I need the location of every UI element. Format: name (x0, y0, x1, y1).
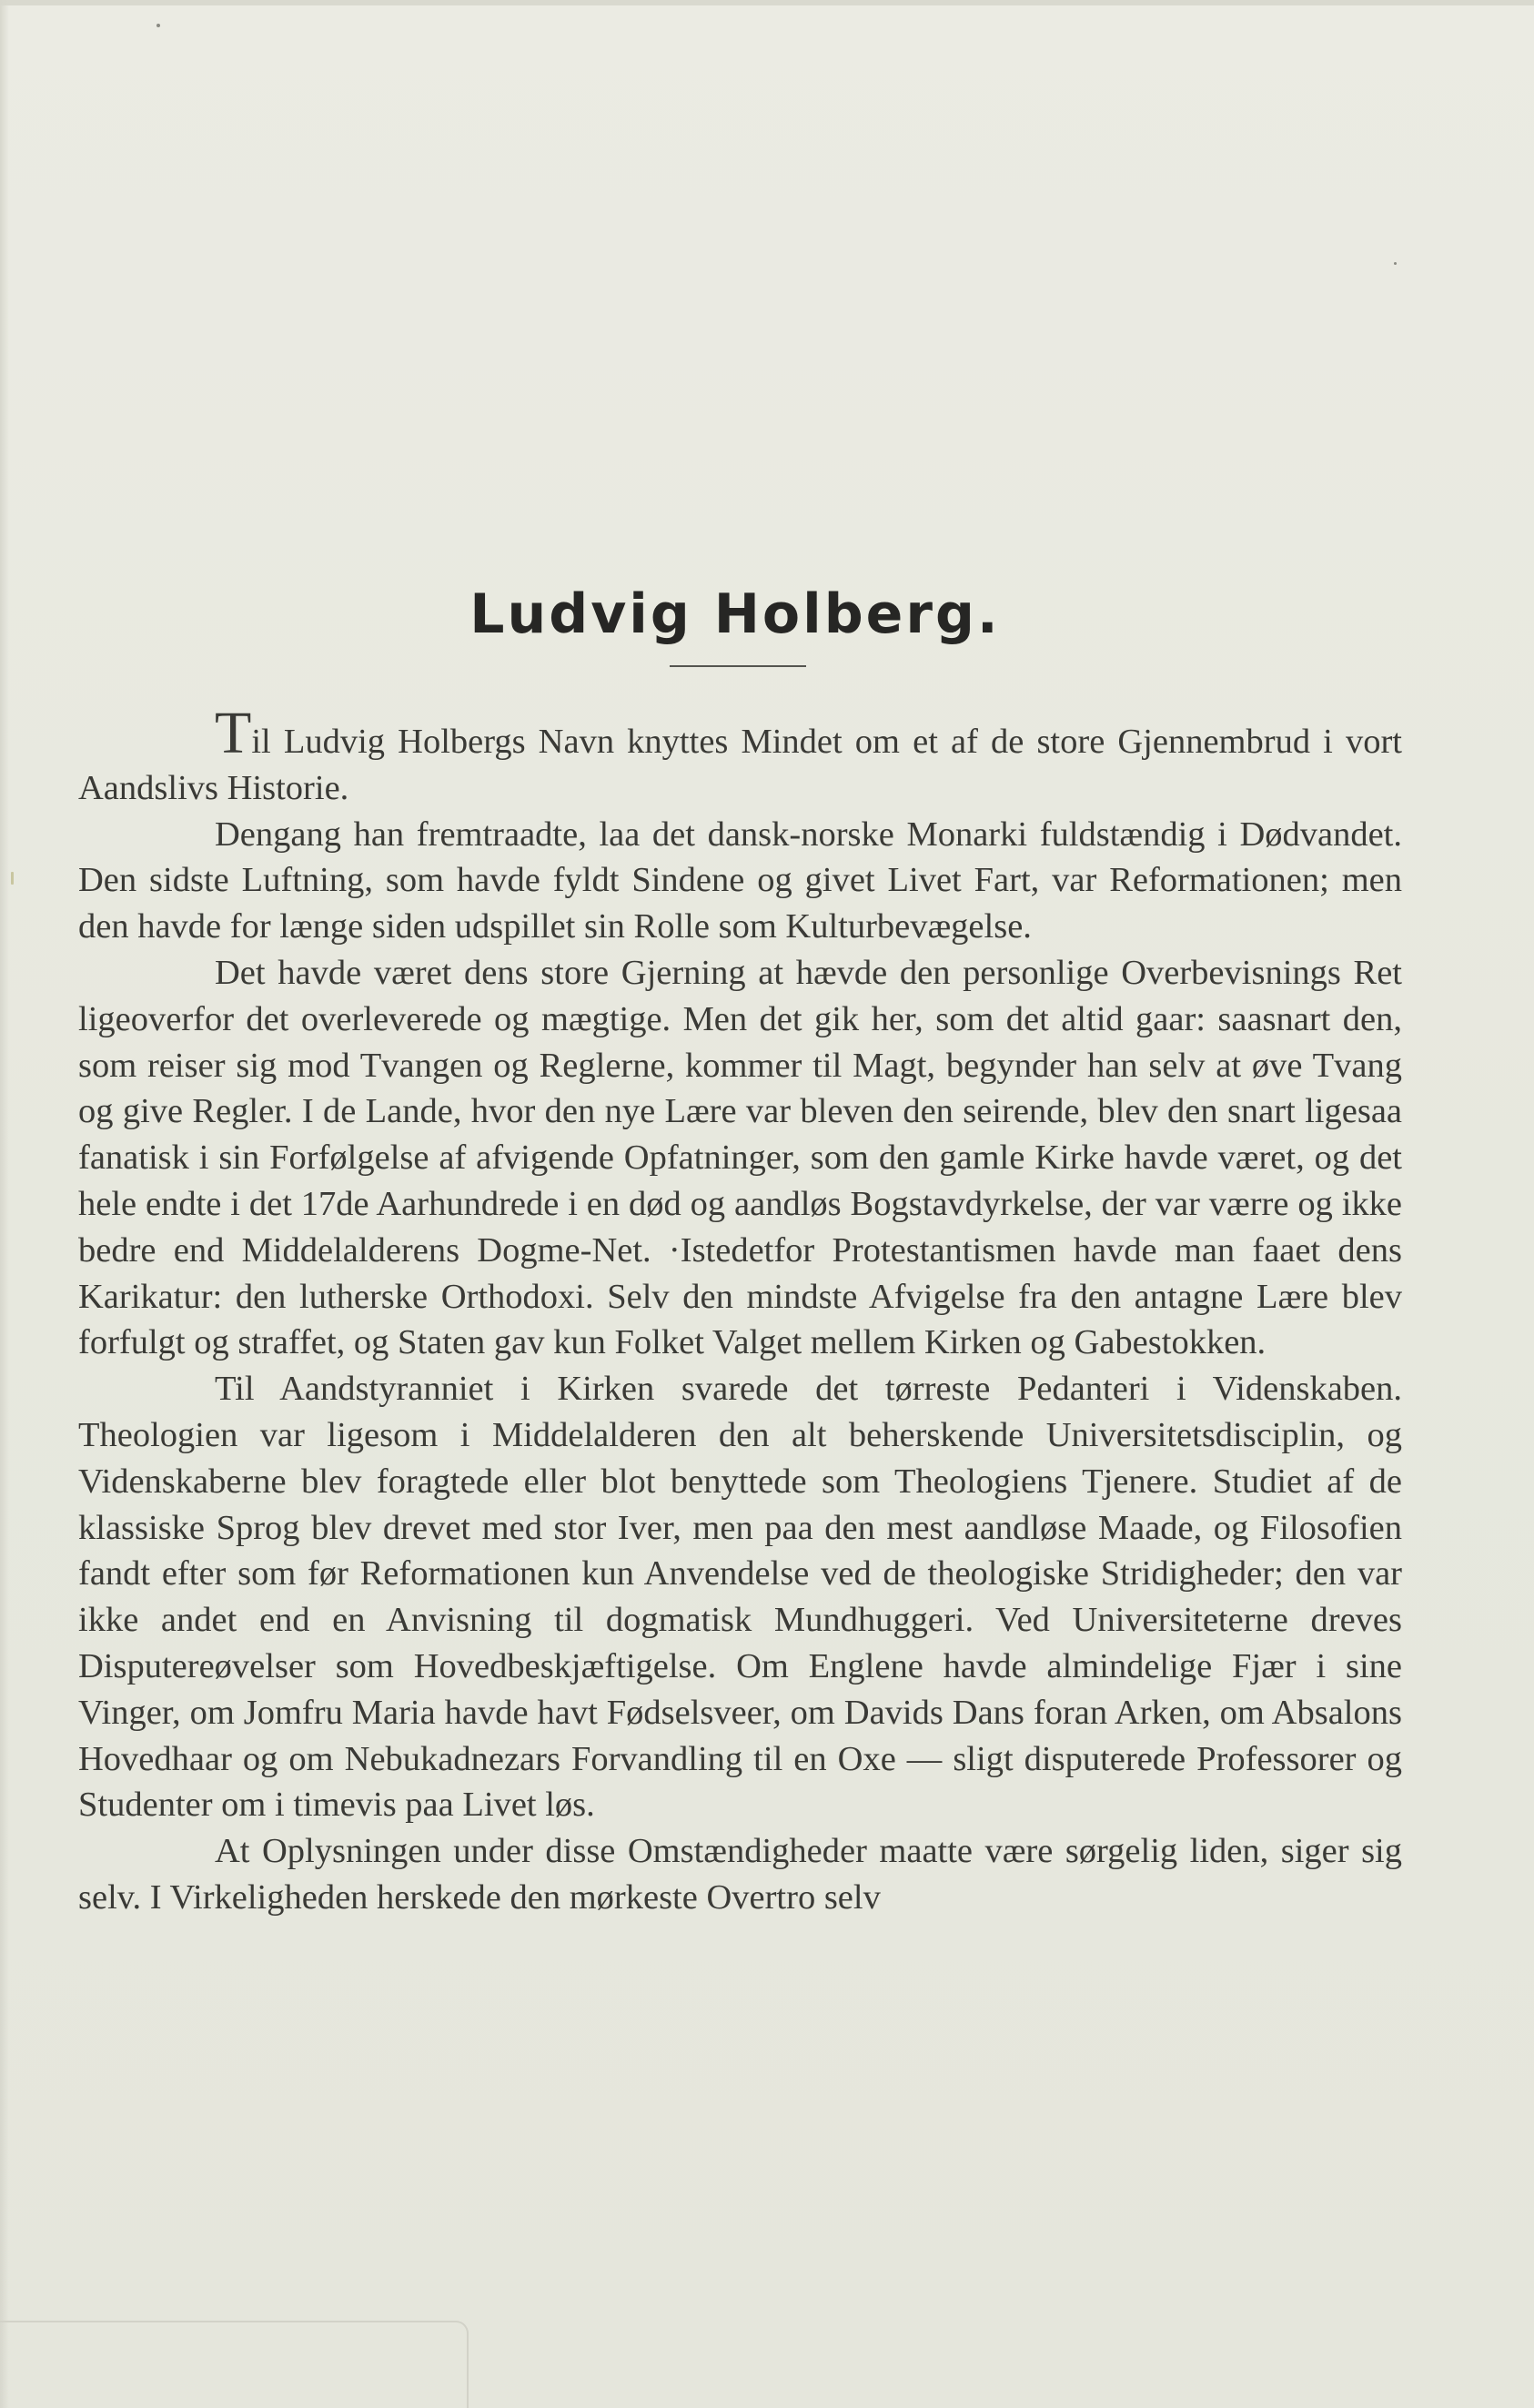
paragraph: Dengang han fremtraadte, laa det dansk-norske Monarki fuldstændig i Dødvandet. Den sidste Luftning, som havde fyldt Sindene og givet Livet Fart, var Reformationen; men den havde for længe siden udspillet sin Rolle som Kulturbevægelse. (78, 814, 1402, 946)
page-top-edge (0, 0, 1534, 5)
paper-speck (156, 24, 160, 27)
paragraph-text: il Ludvig Holbergs Navn knyttes Mindet om et af de store Gjennembrud i vort Aandslivs Historie. (78, 723, 1402, 807)
paragraph: Til Aandstyranniet i Kirken svarede det tørreste Pedanteri i Videnskaben. Theologien var ligesom i Middelalderen den alt beherskende Universitetsdisciplin, og Videnskaberne blev foragtede eller blot benyttede som Theologiens Tjenere. Studiet af de klassiske Sprog blev drevet med stor Iver, men paa den mest aandløse Maade, og Filosofien fandt efter som før Reformationen kun Anvendelse ved de theologiske Stridigheder; den var ikke andet end en Anvisning til dogmatisk Mundhuggeri. Ved Universiteterne dreves Disputereøvelser som Hovedbeskjæftigelse. Om Englene havde almindelige Fjær i sine Vinger, om Jomfru Maria havde havt Fødselsveer, om Davids Dans foran Arken, om Absalons Hovedhaar og om Nebukadnezars Forvandling til en Oxe — sligt disputerede Professorer og Studenter om i timevis paa Livet løs. (78, 1370, 1402, 1825)
paragraph (78, 700, 1402, 812)
paper-speck (1394, 262, 1397, 265)
page-left-edge (0, 0, 9, 2408)
page-tab-mark (0, 2321, 469, 2408)
paragraph: Det havde været dens store Gjerning at hævde den personlige Overbevisnings Ret ligeoverfor det overleverede og mægtige. Men det gik her, som det altid gaar: saasnart den, som reiser sig mod Tvangen og Reglerne, kommer til Magt, begynder han selv at øve Tvang og give Regler. I de Lande, hvor den nye Lære var bleven den seirende, blev den snart ligesaa fanatisk i sin Forfølgelse af afvigende Opfatninger, som den gamle Kirke havde været, og det hele endte i det 17de Aarhundrede i en død og aandløs Bogstavdyrkelse, der var værre og ikke bedre end Middelalderens Dogme-Net. ·Istedetfor Protestantismen havde man faaet dens Karikatur: den lutherske Orthodoxi. Selv den mindste Afvigelse fra den antagne Lære blev forfulgt og straffet, og Staten gav kun Folket Valget mellem Kirken og Gabestokken. (78, 953, 1402, 1362)
drop-cap: T (215, 700, 252, 766)
paragraph: At Oplysningen under disse Omstændigheder maatte være sørgelig liden, siger sig selv. I Virkeligheden herskede den mørkeste Overtro selv (78, 1832, 1402, 1917)
body-text (78, 700, 1402, 1921)
paper-speck (11, 872, 14, 885)
chapter-title: Ludvig Holberg. (469, 582, 1001, 647)
title-divider (670, 665, 806, 667)
